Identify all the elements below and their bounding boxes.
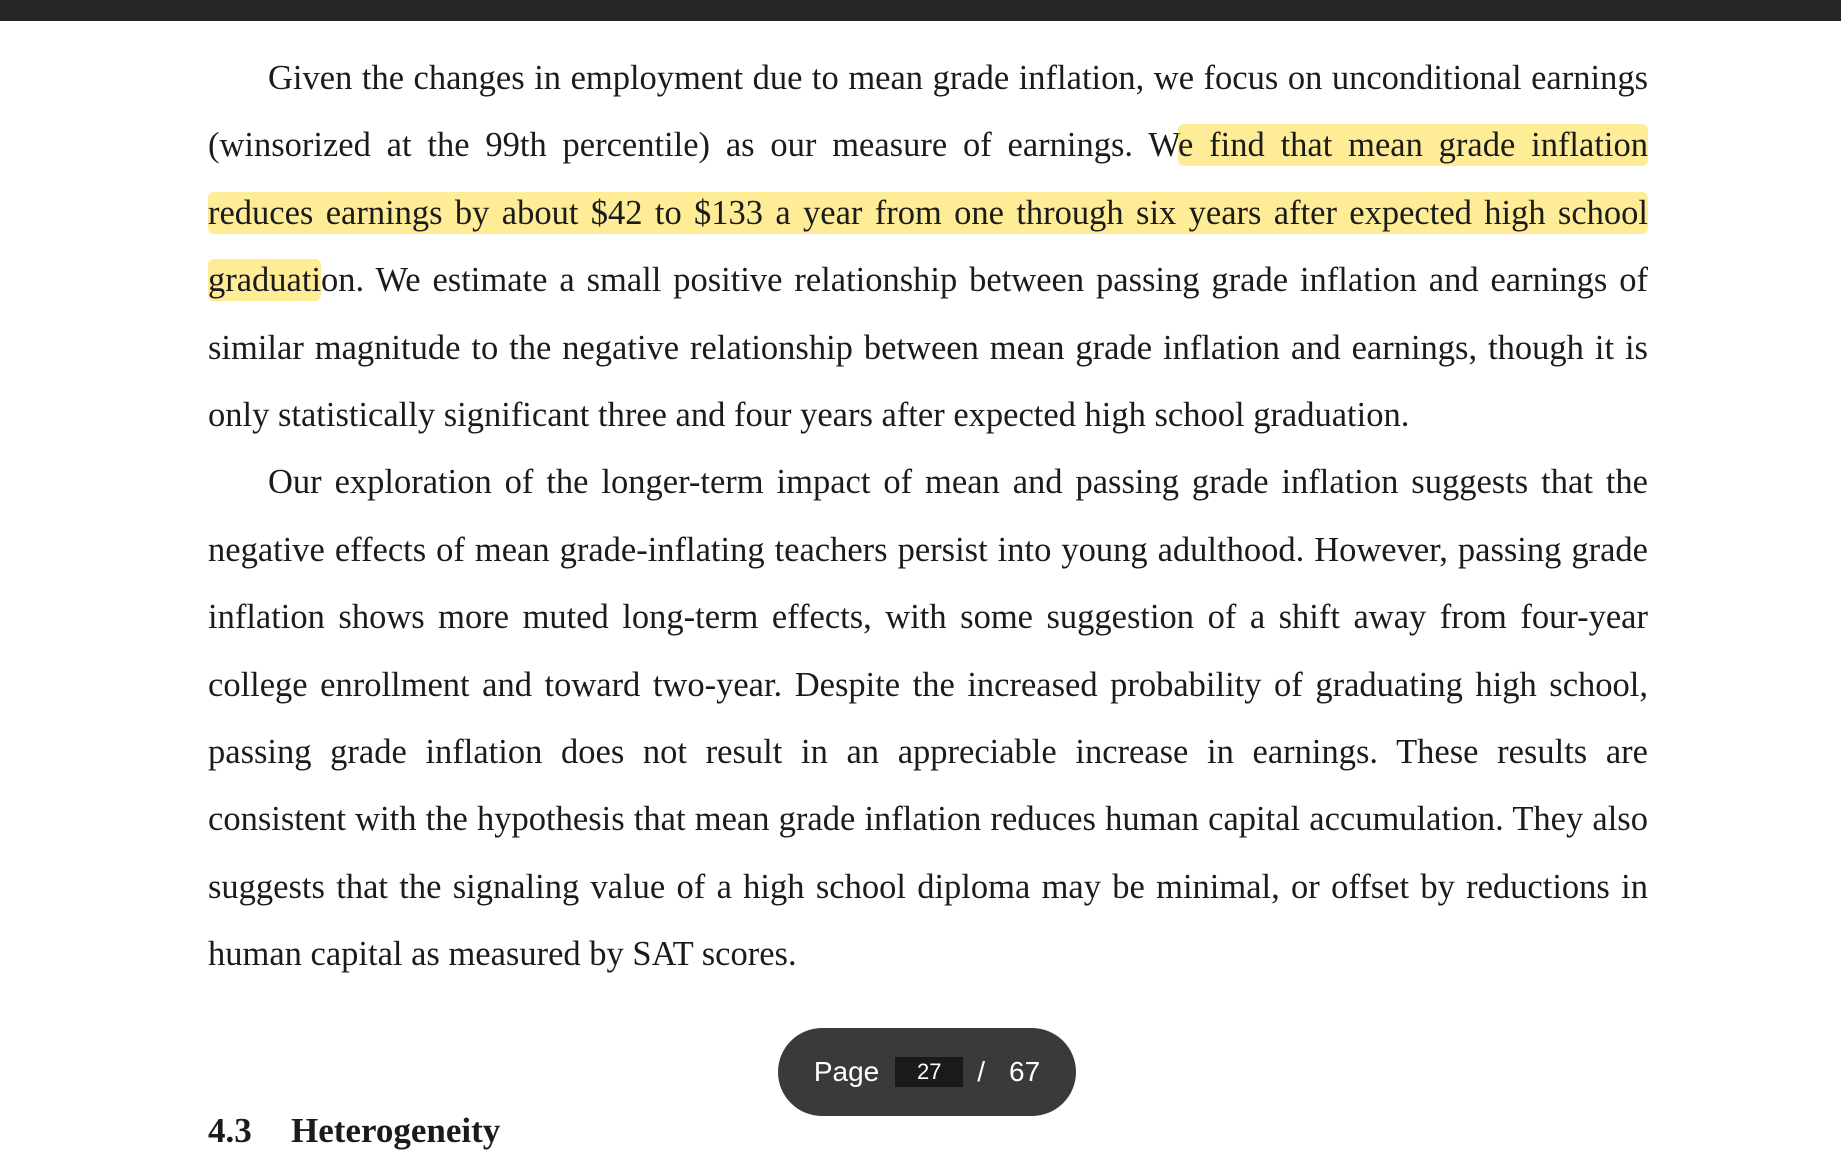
page-label: Page <box>813 1056 880 1087</box>
paragraph-1-text: Given the changes in employment due to mean grade inflation, we focus on unconditional earnings (winsorized at the 99th percentile) as our measure of earnings. W <box>208 59 1648 165</box>
document-page <box>208 45 1648 989</box>
paragraph-1-text-end: on. We estimate a small positive relationship between passing grade inflation and earnings of similar magnitude to the negative relationship between mean grade inflation and earnings, though it is only statistically significant three and four years after expected high school graduation. <box>208 261 1648 435</box>
paragraph-1 <box>208 45 1648 449</box>
section-title: Heterogeneity <box>291 1111 501 1150</box>
page-total: 67 <box>1009 1056 1041 1087</box>
page-separator: / <box>977 1056 986 1087</box>
paragraph-2: Our exploration of the longer-term impact of mean and passing grade inflation suggests that the negative effects of mean grade-inflating teachers persist into young adulthood. However, passing grade inflation shows more muted long-term effects, with some suggestion of a shift away from four-year college enrollment and toward two-year. Despite the increased probability of graduating high school, passing grade inflation does not result in an appreciable increase in earnings. These results are consistent with the hypothesis that mean grade inflation reduces human capital accumulation. They also suggests that the signaling value of a high school diploma may be minimal, or offset by reductions in human capital as measured by SAT scores. <box>208 463 1648 974</box>
section-number: 4.3 <box>208 1111 252 1150</box>
section-heading <box>208 1106 500 1156</box>
viewer-top-bar <box>0 0 1841 21</box>
text-highlight[interactable]: e find that mean grade inflation reduces earnings by about $42 to $133 a year from one through six years after expected high school graduati <box>208 126 1648 300</box>
page-indicator <box>778 1028 1076 1116</box>
page-number-input[interactable] <box>895 1057 963 1087</box>
